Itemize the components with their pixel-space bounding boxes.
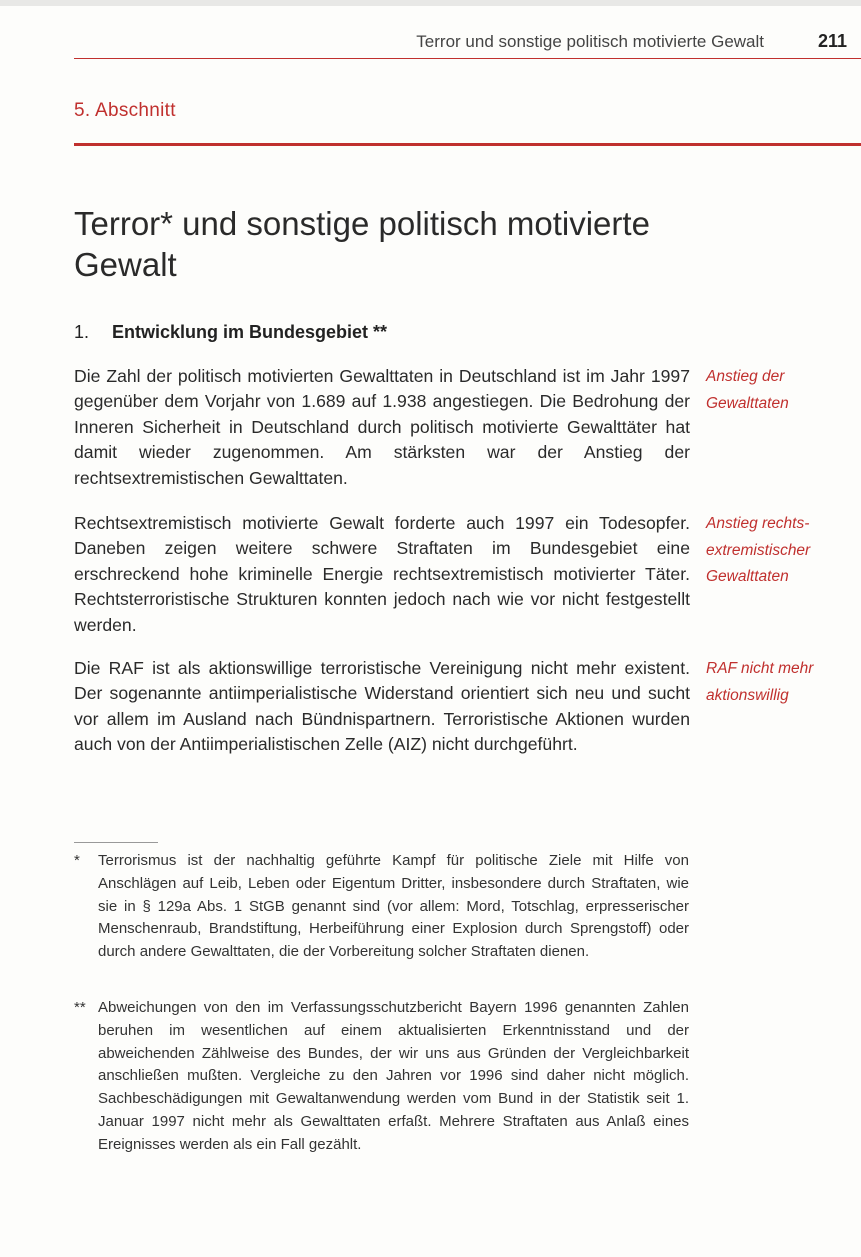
- chapter-title: Terror* und sonstige politisch motivierte Gewalt: [74, 205, 650, 283]
- paragraph-2: Rechtsextremistisch motivierte Gewalt forderte auch 1997 ein Todesopfer. Daneben zeigen weitere schwere Straftaten im Bundesgebiet eine erschreckend hohe kriminelle Energie rechtsextremistisch motivierter Täter. Rechtsterroristische Strukturen konnten jedoch nach wie vor nicht festgestellt werden.: [74, 513, 690, 635]
- running-title: Terror und sonstige politisch motivierte Gewalt: [416, 32, 764, 51]
- footnote-1: [74, 850, 689, 964]
- margin-note-3: RAF nicht mehr aktionswillig: [706, 660, 814, 704]
- footnote-mark: **: [74, 999, 86, 1016]
- page-number: 211: [817, 31, 847, 51]
- paragraph-1: Die Zahl der politisch motivierten Gewalttaten in Deutschland ist im Jahr 1997 gegenüber dem Vorjahr von 1.689 auf 1.938 angestiegen. Die Bedrohung der Inneren Sicherheit in Deutschland durch politisch motivierte Gewalttäter hat damit wieder zugenommen. Am stärksten war der Anstieg der rechtsextremistischen Gewalttaten.: [74, 366, 690, 488]
- section-label: 5. Abschnitt: [74, 100, 176, 121]
- footnote-text: Abweichungen von den im Verfassungsschutzbericht Bayern 1996 genannten Zahlen beruhen im wesentlichen auf einem aktualisierten Erkenntnisstand und der abweichenden Zählweise des Bundes, der wir uns aus Gründen der Vergleichbarkeit anschließen mußten. Vergleiche zu den Jahren vor 1996 sind daher nicht möglich. Sachbeschädigungen mit Gewaltanwendung werden vom Bund in der Statistik seit 1. Januar 1997 nicht mehr als Gewalttaten erfaßt. Mehrere Straftaten aus Anlaß eines Ereignisses werden als ein Fall gezählt.: [98, 999, 689, 1153]
- subheading-text: Entwicklung im Bundesgebiet **: [112, 322, 388, 342]
- footnote-mark: *: [74, 852, 80, 869]
- margin-note-1: Anstieg der Gewalttaten: [706, 368, 789, 412]
- running-header: [74, 30, 861, 59]
- margin-note-2: Anstieg rechts- extremistischer Gewalttaten: [706, 515, 811, 585]
- paragraph-3: Die RAF ist als aktionswillige terroristische Vereinigung nicht mehr existent. Der sogenannte antiimperialistische Widerstand orientiert sich neu und sucht vor allem im Ausland nach Bündnispartnern. Terroristische Aktionen wurden auch von der Antiimperialistischen Zelle (AIZ) nicht durchgeführt.: [74, 658, 690, 755]
- page-top-edge: [0, 0, 861, 6]
- footnote-2: [74, 997, 689, 1157]
- subheading-number: 1.: [74, 322, 90, 342]
- footnote-rule: [74, 842, 158, 843]
- footnote-text: Terrorismus ist der nachhaltig geführte Kampf für politische Ziele mit Hilfe von Anschlägen auf Leib, Leben oder Eigentum Dritter, insbesondere durch Straftaten, wie sie in § 129a Abs. 1 StGB genannt sind (vor allem: Mord, Totschlag, erpresserischer Menschenraub, Brandstiftung, Herbeiführung einer Explosion durch Sprengstoff) oder durch andere Gewalttaten, die der Vorbereitung solcher Straftaten dienen.: [98, 852, 689, 961]
- subheading: [74, 322, 387, 343]
- section-divider: [74, 143, 861, 146]
